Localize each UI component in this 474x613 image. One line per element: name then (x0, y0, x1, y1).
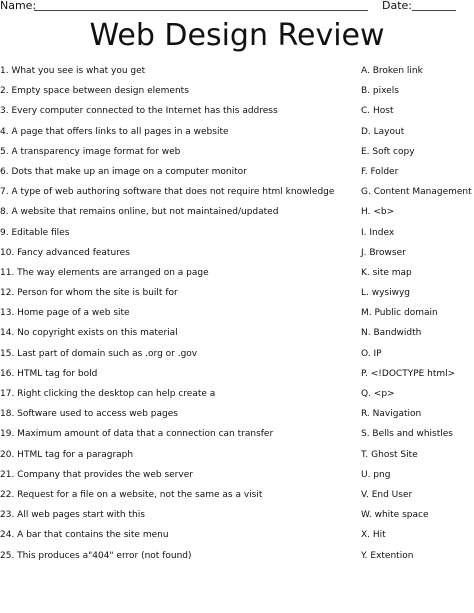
answer-option: H. <b> (361, 207, 395, 218)
matching-row (0, 367, 474, 387)
answer-option: T. Ghost Site (361, 449, 418, 460)
matching-row (0, 549, 474, 569)
answer-option: W. white space (361, 510, 429, 521)
answer-option: L. wysiwyg (361, 288, 411, 299)
question-text: 8. A website that remains online, but not maintained/updated (0, 207, 279, 218)
answer-option: G. Content Management (361, 187, 472, 198)
matching-row (0, 64, 474, 84)
matching-row (0, 427, 474, 447)
name-label: Name: (0, 0, 37, 12)
matching-row (0, 347, 474, 367)
matching-row (0, 387, 474, 407)
answer-option: P. <!DOCTYPE html> (361, 368, 456, 379)
date-label: Date: (382, 0, 412, 12)
answer-option: E. Soft copy (361, 146, 415, 157)
question-text: 13. Home page of a web site (0, 308, 130, 319)
answer-option: Q. <p> (361, 389, 395, 399)
answer-option: Y. Extention (361, 550, 414, 561)
answer-option: B. pixels (361, 86, 399, 97)
question-text: 10. Fancy advanced features (0, 247, 130, 258)
answer-option: I. Index (361, 227, 395, 238)
answer-option: C. Host (361, 106, 394, 117)
question-text: 14. No copyright exists on this material (0, 328, 178, 339)
question-text: 2. Empty space between design elements (0, 86, 189, 97)
answer-option: J. Browser (361, 247, 406, 258)
matching-row (0, 84, 474, 104)
answer-option: X. Hit (361, 530, 386, 541)
question-text: 21. Company that provides the web server (0, 469, 193, 480)
answer-option: U. png (361, 469, 391, 480)
question-text: 3. Every computer connected to the Internet has this address (0, 106, 278, 117)
matching-row (0, 125, 474, 145)
question-text: 12. Person for whom the site is built for (0, 288, 178, 299)
question-text: 15. Last part of domain such as .org or .gov (0, 348, 198, 359)
answer-option: R. Navigation (361, 409, 422, 420)
matching-row (0, 407, 474, 427)
matching-row (0, 528, 474, 548)
matching-row (0, 226, 474, 246)
matching-row (0, 165, 474, 185)
name-blank-line (34, 10, 368, 11)
matching-row (0, 326, 474, 346)
answer-option: N. Bandwidth (361, 328, 422, 339)
question-text: 24. A bar that contains the site menu (0, 530, 169, 541)
matching-row (0, 205, 474, 225)
worksheet-title: Web Design Review (89, 18, 385, 53)
matching-row (0, 468, 474, 488)
question-text: 1. What you see is what you get (0, 66, 146, 76)
question-text: 5. A transparency image format for web (0, 146, 181, 157)
matching-row (0, 104, 474, 124)
matching-row (0, 185, 474, 205)
matching-row (0, 488, 474, 508)
question-text: 18. Software used to access web pages (0, 409, 178, 420)
matching-row (0, 266, 474, 286)
question-text: 17. Right clicking the desktop can help create a (0, 389, 216, 399)
question-text: 9. Editable files (0, 227, 70, 238)
question-text: 6. Dots that make up an image on a computer monitor (0, 166, 247, 177)
matching-row (0, 306, 474, 326)
matching-row (0, 246, 474, 266)
answer-option: S. Bells and whistles (361, 429, 453, 440)
question-text: 4. A page that offers links to all pages in a website (0, 126, 229, 137)
answer-option: F. Folder (361, 166, 399, 177)
matching-row (0, 448, 474, 468)
matching-row (0, 145, 474, 165)
answer-option: O. IP (361, 348, 382, 359)
question-text: 23. All web pages start with this (0, 510, 145, 521)
matching-row (0, 508, 474, 528)
question-text: 25. This produces a"404" error (not found) (0, 550, 192, 561)
answer-option: D. Layout (361, 126, 405, 137)
question-text: 7. A type of web authoring software that does not require html knowledge (0, 187, 335, 198)
worksheet-header (0, 0, 474, 14)
matching-list (0, 64, 474, 569)
answer-option: K. site map (361, 267, 412, 278)
question-text: 11. The way elements are arranged on a page (0, 267, 209, 278)
question-text: 22. Request for a file on a website, not the same as a visit (0, 489, 263, 500)
question-text: 20. HTML tag for a paragraph (0, 449, 134, 460)
date-blank-line (412, 10, 456, 11)
matching-row (0, 286, 474, 306)
answer-option: A. Broken link (361, 66, 423, 76)
answer-option: V. End User (361, 489, 413, 500)
answer-option: M. Public domain (361, 308, 438, 319)
question-text: 16. HTML tag for bold (0, 368, 98, 379)
question-text: 19. Maximum amount of data that a connection can transfer (0, 429, 274, 440)
